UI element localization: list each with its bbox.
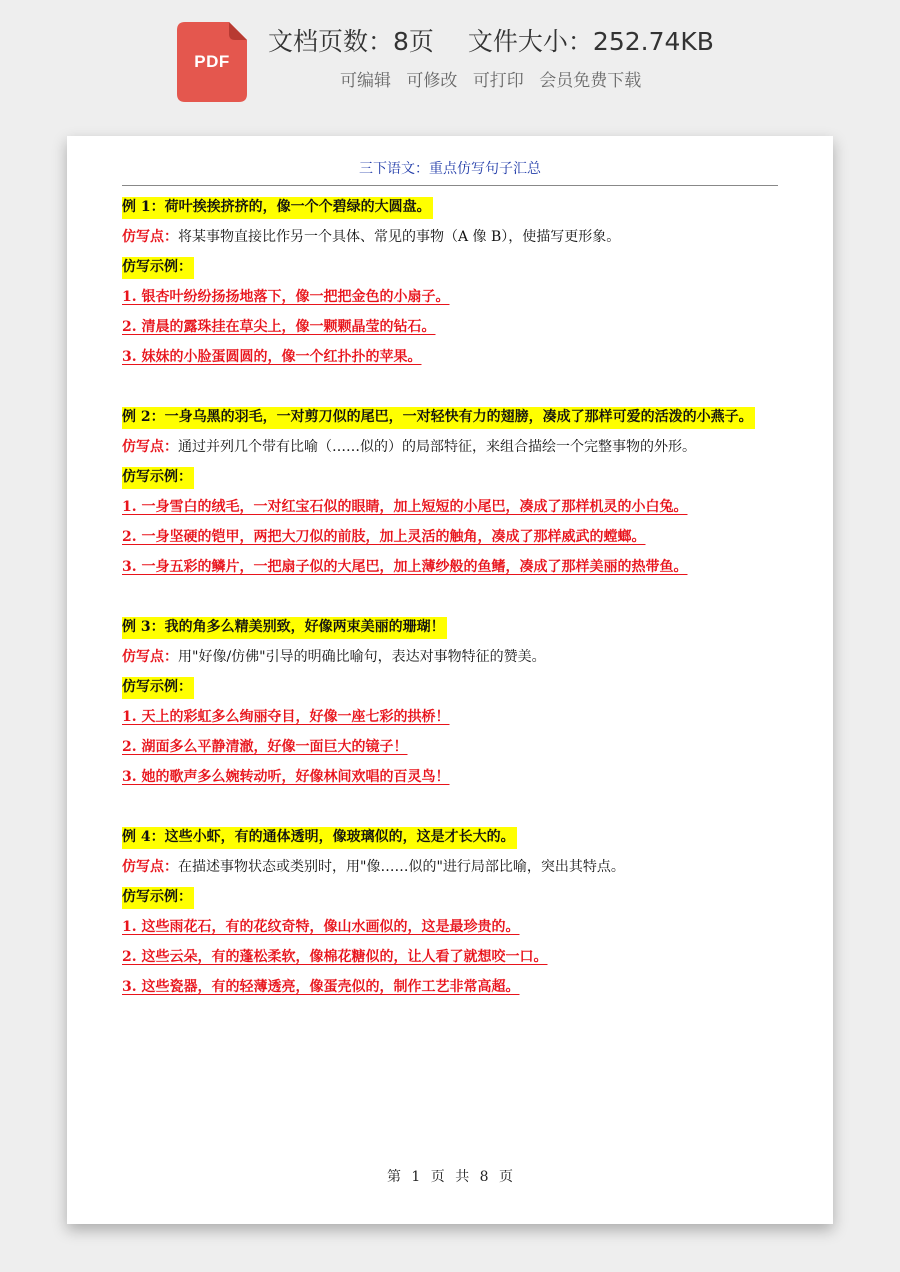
point-label: 仿写点：: [122, 859, 178, 875]
example-sentence: 例 2：一身乌黑的羽毛，一对剪刀似的尾巴，一对轻快有力的翅膀，凑成了那样可爱的活泼的小燕子。: [122, 407, 755, 429]
point-text: 在描述事物状态或类别时，用"像……似的"进行局部比喻，突出其特点。: [178, 859, 625, 875]
sample-sentence: 2. 一身坚硬的铠甲，两把大刀似的前肢，加上灵活的触角，凑成了那样威武的螳螂。: [122, 529, 646, 545]
example-sentence: 例 1：荷叶挨挨挤挤的，像一个个碧绿的大圆盘。: [122, 197, 433, 219]
pdf-file-icon: [177, 22, 247, 102]
download-banner: [0, 0, 900, 130]
sample-sentence: 2. 清晨的露珠挂在草尖上，像一颗颗晶莹的钻石。: [122, 319, 436, 335]
sample-sentence: 1. 这些雨花石，有的花纹奇特，像山水画似的，这是最珍贵的。: [122, 919, 520, 935]
point-text: 将某事物直接比作另一个具体、常见的事物（A 像 B），使描写更形象。: [178, 229, 621, 245]
point-label: 仿写点：: [122, 229, 178, 245]
point-label: 仿写点：: [122, 649, 178, 665]
document-title: 三下语文：重点仿写句子汇总: [359, 161, 541, 177]
example-block-3: [122, 612, 782, 792]
sample-sentence: 1. 银杏叶纷纷扬扬地落下，像一把把金色的小扇子。: [122, 289, 450, 305]
document-page: [67, 136, 833, 1224]
samples-label: 仿写示例：: [122, 887, 194, 909]
pdf-badge-label: PDF: [194, 52, 230, 71]
feature-modifiable: 可修改: [406, 71, 458, 91]
sample-sentence: 1. 天上的彩虹多么绚丽夺目，好像一座七彩的拱桥！: [122, 709, 450, 725]
page-number-footer: 第 1 页 共 8 页: [386, 1169, 514, 1185]
samples-label: 仿写示例：: [122, 677, 194, 699]
example-block-1: [122, 192, 782, 372]
sample-sentence: 2. 湖面多么平静清澈，好像一面巨大的镜子！: [122, 739, 408, 755]
file-meta: [268, 22, 868, 58]
feature-member-download: 会员免费下载: [539, 71, 642, 91]
example-sentence: 例 3：我的角多么精美别致，好像两束美丽的珊瑚！: [122, 617, 447, 639]
example-block-4: [122, 822, 782, 1002]
sample-sentence: 2. 这些云朵，有的蓬松柔软，像棉花糖似的，让人看了就想咬一口。: [122, 949, 548, 965]
point-label: 仿写点：: [122, 439, 178, 455]
page-count: 文档页数：8页: [268, 27, 434, 56]
sample-sentence: 3. 一身五彩的鳞片，一把扇子似的大尾巴，加上薄纱般的鱼鳍，凑成了那样美丽的热带鱼。: [122, 559, 688, 575]
samples-label: 仿写示例：: [122, 467, 194, 489]
sample-sentence: 3. 她的歌声多么婉转动听，好像林间欢唱的百灵鸟！: [122, 769, 450, 785]
document-body: [122, 192, 782, 1032]
point-text: 通过并列几个带有比喻（……似的）的局部特征，来组合描绘一个完整事物的外形。: [178, 439, 696, 455]
feature-list: [340, 66, 840, 91]
example-sentence: 例 4：这些小虾，有的通体透明，像玻璃似的，这是才长大的。: [122, 827, 517, 849]
sample-sentence: 3. 这些瓷器，有的轻薄透亮，像蛋壳似的，制作工艺非常高超。: [122, 979, 520, 995]
feature-printable: 可打印: [472, 71, 524, 91]
example-block-2: [122, 402, 782, 582]
sample-sentence: 3. 妹妹的小脸蛋圆圆的，像一个红扑扑的苹果。: [122, 349, 422, 365]
feature-editable: 可编辑: [340, 71, 391, 91]
point-text: 用"好像/仿佛"引导的明确比喻句，表达对事物特征的赞美。: [178, 649, 546, 665]
samples-label: 仿写示例：: [122, 257, 194, 279]
file-size: 文件大小：252.74KB: [467, 27, 714, 56]
title-divider: [122, 185, 778, 186]
sample-sentence: 1. 一身雪白的绒毛，一对红宝石似的眼睛，加上短短的小尾巴，凑成了那样机灵的小白兔。: [122, 499, 688, 515]
